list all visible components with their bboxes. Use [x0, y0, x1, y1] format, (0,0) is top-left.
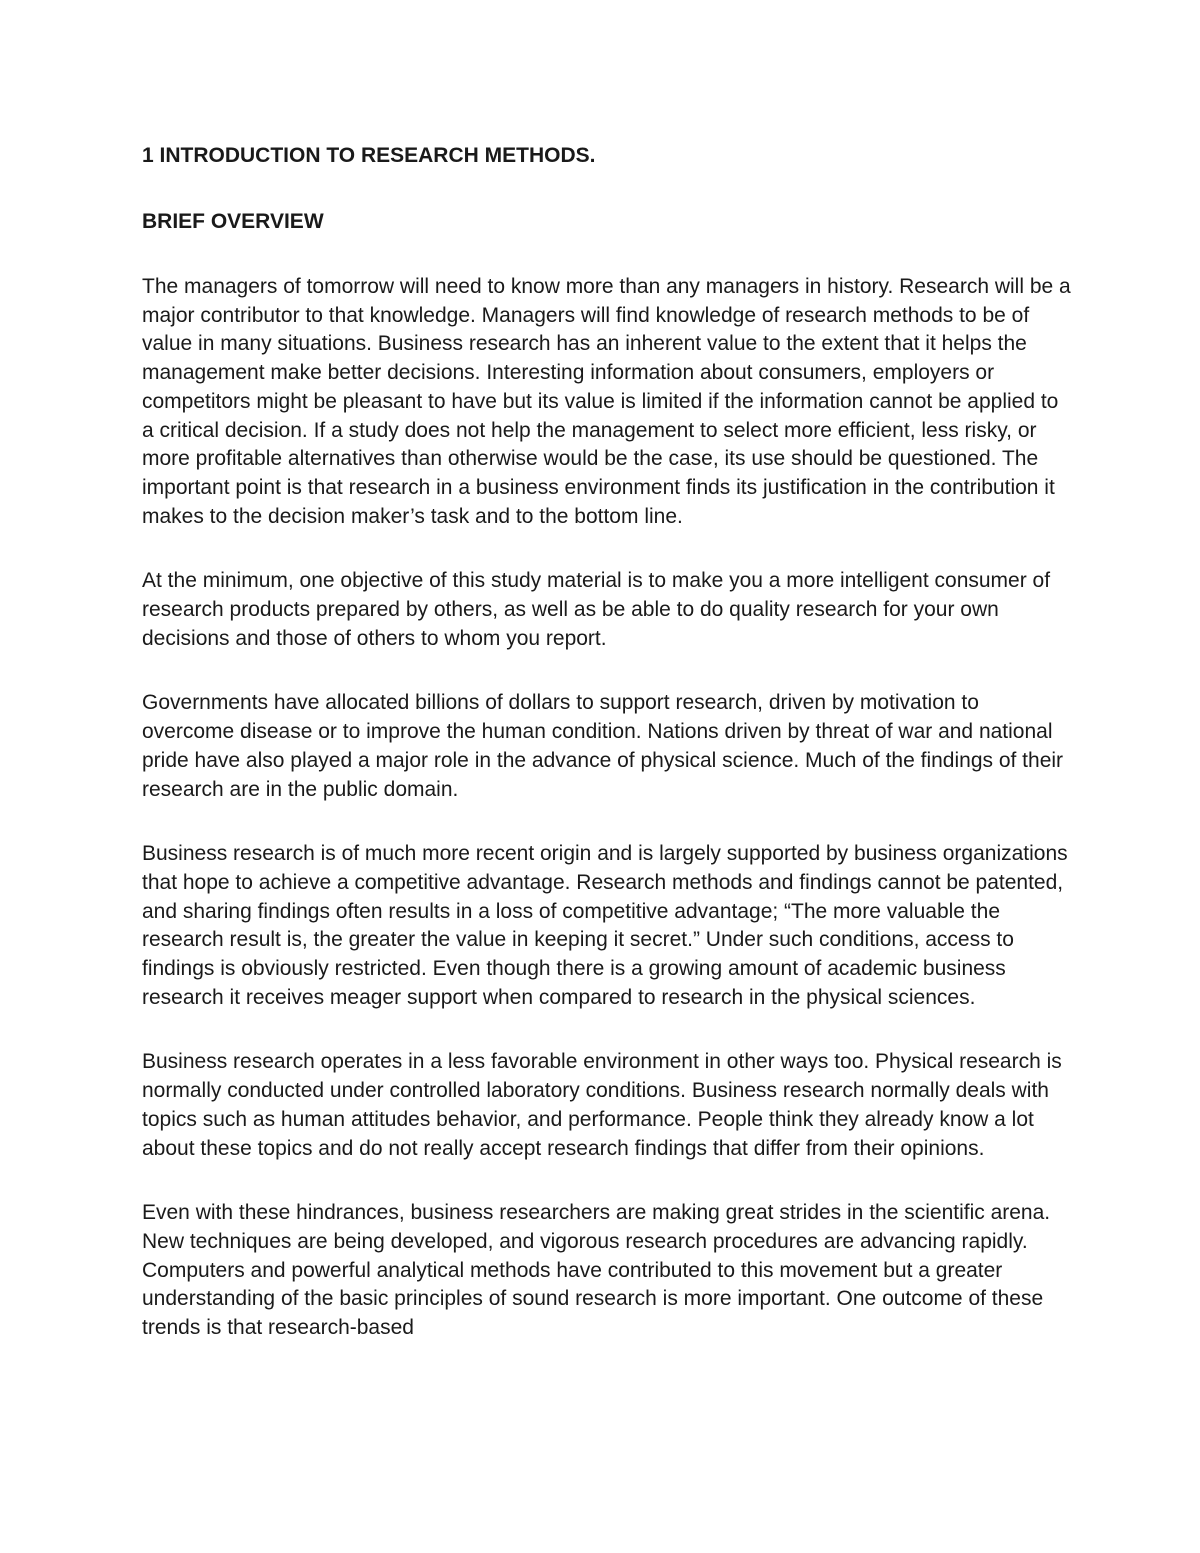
paragraph-1: The managers of tomorrow will need to know more than any managers in history. Research will be a major contributor to that knowledge. Managers will find knowledge of research methods to be of value in many situations. Business research has an inherent value to the extent that it helps the management make better decisions. Interesting information about consumers, employers or competitors might be pleasant to have but its value is limited if the information cannot be applied to a critical decision. If a study does not help the management to select more efficient, less risky, or more profitable alternatives than otherwise would be the case, its use should be questioned. The important point is that research in a business environment finds its justification in the contribution it makes to the decision maker’s task and to the bottom line. — [142, 275, 1071, 528]
paragraph-2: At the minimum, one objective of this study material is to make you a more intelligent consumer of research products prepared by others, as well as be able to do quality research for your own decisions and those of others to whom you report. — [142, 569, 1051, 650]
paragraph-5: Business research operates in a less favorable environment in other ways too. Physical research is normally conducted under controlled laboratory conditions. Business research normally deals with topics such as human attitudes behavior, and performance. People think they already know a lot about these topics and do not really accept research findings that differ from their opinions. — [142, 1050, 1062, 1160]
section-heading: BRIEF OVERVIEW — [142, 210, 324, 233]
document-body — [142, 141, 1072, 1379]
paragraph-3: Governments have allocated billions of dollars to support research, driven by motivation to overcome disease or to improve the human condition. Nations driven by threat of war and national pride have also played a major role in the advance of physical science. Much of the findings of their research are in the public domain. — [142, 691, 1064, 801]
chapter-title: 1 INTRODUCTION TO RESEARCH METHODS. — [142, 144, 596, 167]
paragraph-6: Even with these hindrances, business researchers are making great strides in the scientific arena. New techniques are being developed, and vigorous research procedures are advancing rapidly. Computers and powerful analytical methods have contributed to this movement but a greater understanding of the basic principles of sound research is more important. One outcome of these trends is that research-based — [142, 1201, 1051, 1340]
paragraph-4: Business research is of much more recent origin and is largely supported by business organizations that hope to achieve a competitive advantage. Research methods and findings cannot be patented, and sharing findings often results in a loss of competitive advantage; “The more valuable the research result is, the greater the value in keeping it secret.” Under such conditions, access to findings is obviously restricted. Even though there is a growing amount of academic business research it receives meager support when compared to research in the physical sciences. — [142, 842, 1068, 1009]
